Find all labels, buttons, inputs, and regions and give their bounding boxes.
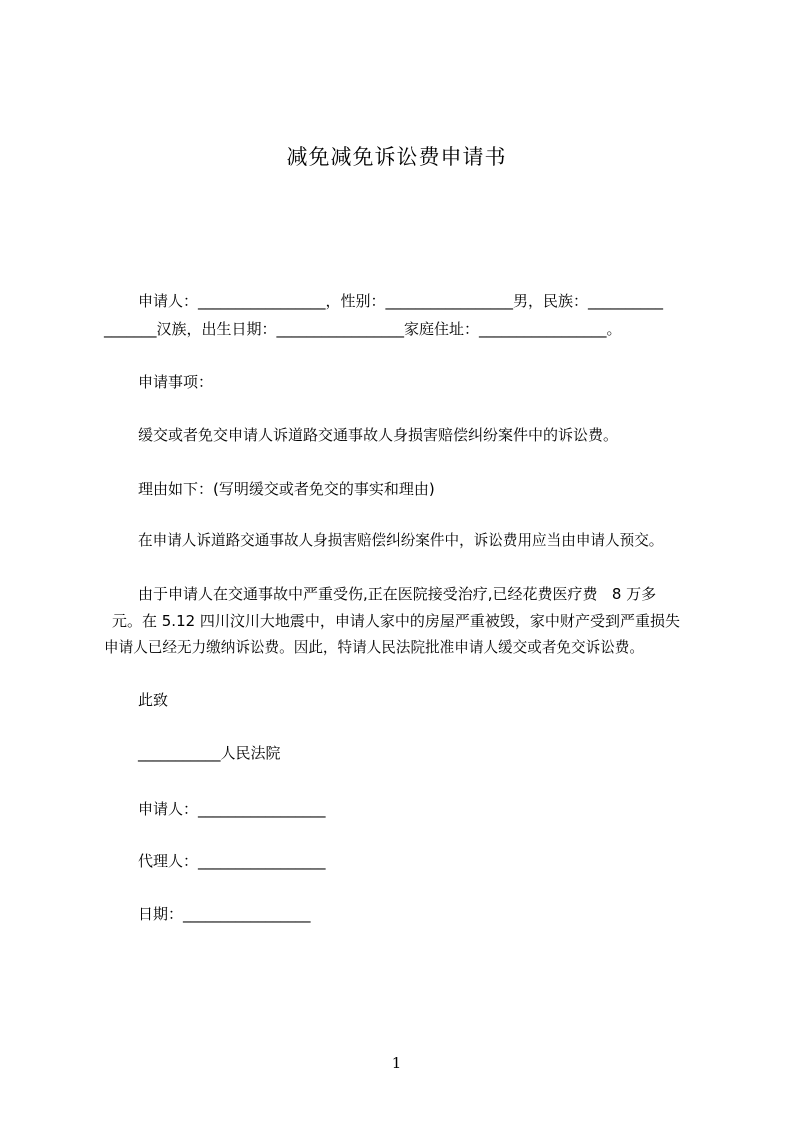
line-end-period: 。 — [606, 320, 622, 338]
court-line — [138, 741, 281, 765]
ethnic-blank: __________ — [588, 292, 664, 310]
request-heading: 申请事项： — [138, 373, 214, 391]
signature-date — [138, 902, 311, 926]
address-blank: _________________ — [479, 320, 607, 338]
address-label: 家庭住址： — [404, 320, 480, 338]
signature-agent-label: 代理人： — [138, 852, 199, 870]
reason-heading: 理由如下：(写明缓交或者免交的事实和理由) — [138, 480, 435, 498]
signature-applicant-label: 申请人： — [138, 800, 199, 818]
ethnic-birth-label: 汉族，出生日期： — [156, 320, 277, 338]
gender-ethnic-label: 男，民族： — [513, 292, 589, 310]
name-blank: _________________ — [198, 292, 326, 310]
applicant-info-line-1 — [138, 289, 663, 313]
reason-paragraph-2 — [0, 582, 706, 662]
signature-date-blank: _________________ — [183, 905, 311, 923]
salutation: 此致 — [138, 691, 169, 709]
ethnic-blank-continued: _______ — [104, 320, 157, 338]
signature-agent-blank: _________________ — [198, 852, 326, 870]
signature-date-label: 日期： — [138, 905, 184, 923]
request-content: 缓交或者免交申请人诉道路交通事故人身损害赔偿纠纷案件中的诉讼费。 — [138, 426, 619, 444]
reason-paragraph-2-line-1: 由于申请人在交通事故中严重受伤,正在医院接受治疗,已经花费医疗费 8 万多 — [138, 585, 657, 603]
page-number: 1 — [391, 1054, 402, 1072]
reason-paragraph-2-line-3: 申请人已经无力缴纳诉讼费。因此，特请人民法院批准申请人缓交或者免交诉讼费。 — [104, 639, 644, 656]
signature-agent — [138, 849, 326, 873]
court-label: 人民法院 — [220, 744, 281, 762]
signature-applicant-blank: _________________ — [198, 800, 326, 818]
applicant-label: 申请人： — [138, 292, 199, 310]
gender-blank: _________________ — [385, 292, 514, 310]
signature-applicant — [138, 797, 326, 821]
court-name-blank: ___________ — [138, 744, 221, 762]
document-title: 减免减免诉讼费申请书 — [286, 145, 507, 169]
reason-paragraph-1: 在申请人诉道路交通事故人身损害赔偿纠纷案件中，诉讼费用应当由申请人预交。 — [138, 532, 664, 549]
reason-paragraph-2-line-2: 元。在 5.12 四川汶川大地震中，申请人家中的房屋严重被毁，家中财产受到严重损失 — [112, 612, 680, 630]
birth-date-blank: _________________ — [276, 320, 405, 338]
applicant-info-line-2 — [104, 317, 622, 341]
gender-label: ，性别： — [325, 292, 386, 310]
